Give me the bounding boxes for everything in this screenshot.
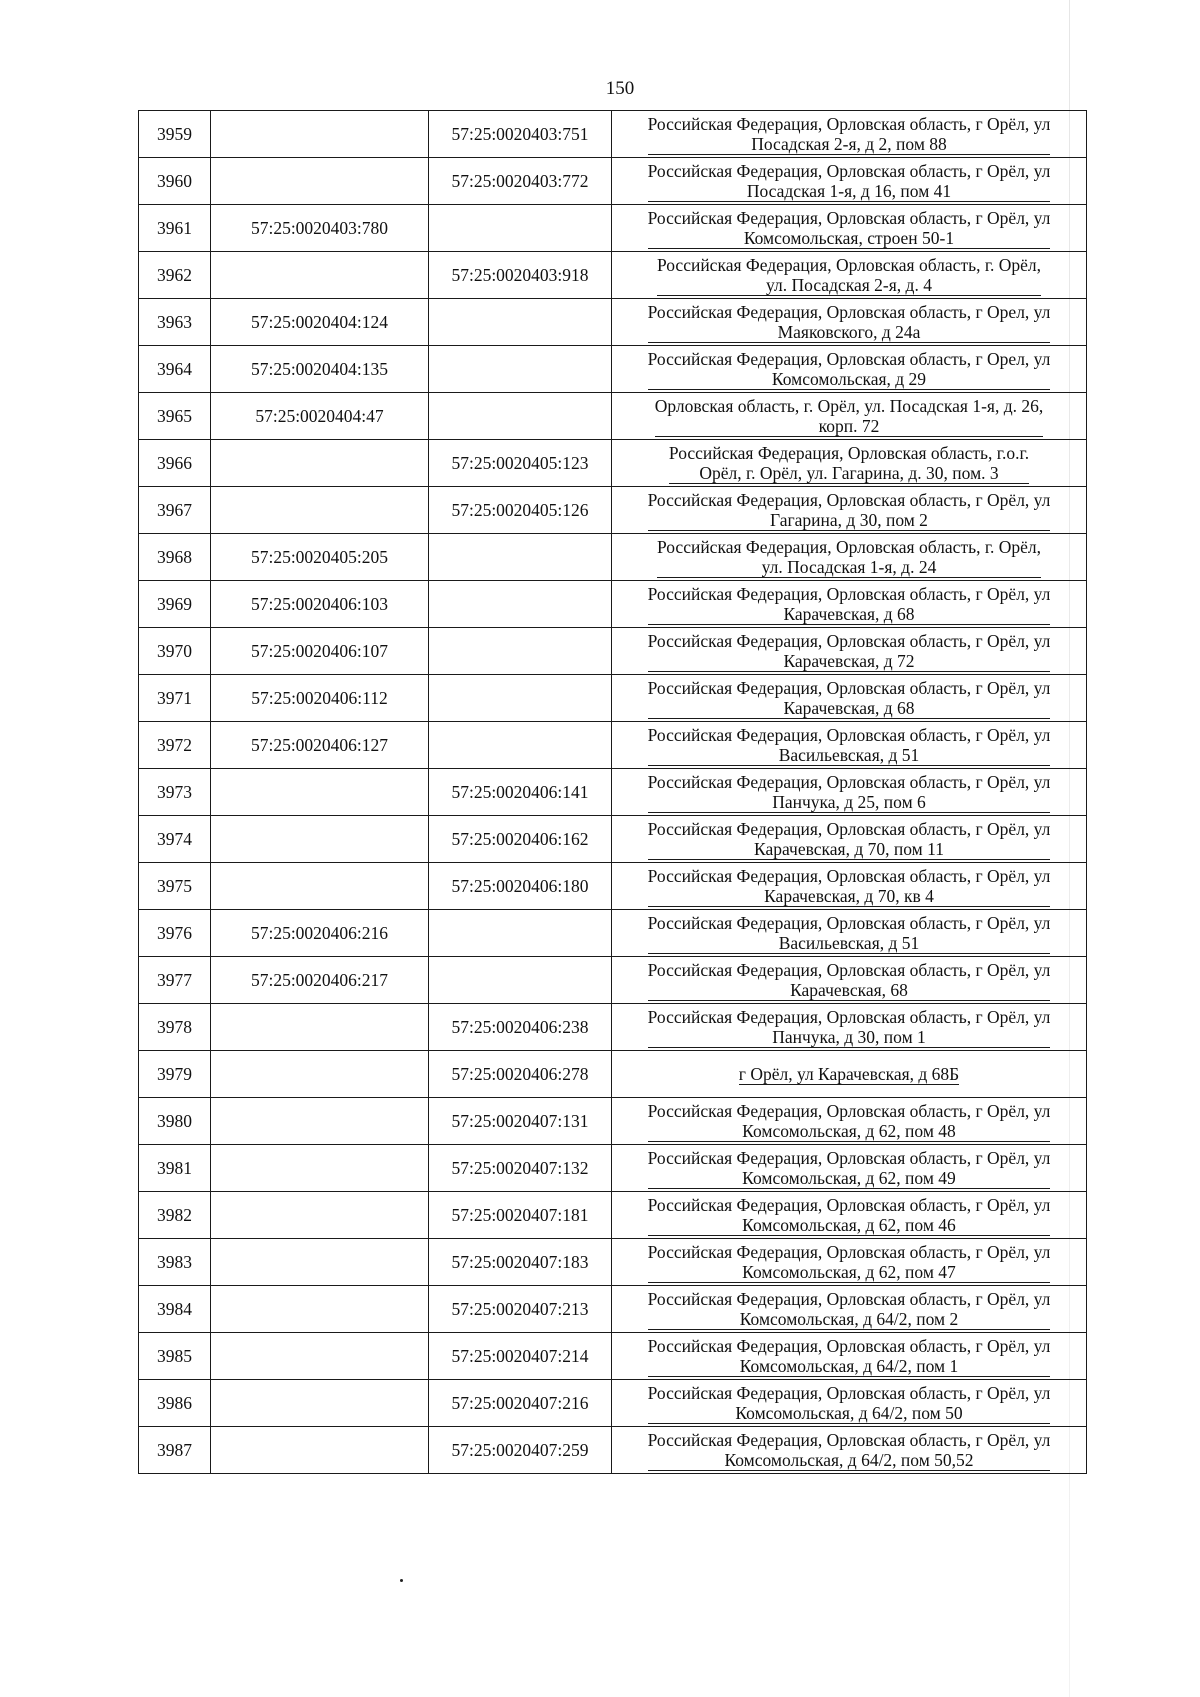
address-cell	[612, 1051, 1087, 1098]
table-row	[139, 1333, 1087, 1380]
related-cadastral-number-cell: 57:25:0020407:181	[429, 1192, 612, 1239]
address-cell	[612, 863, 1087, 910]
table-row	[139, 581, 1087, 628]
address-cell	[612, 722, 1087, 769]
row-number-cell: 3979	[139, 1051, 211, 1098]
related-cadastral-number-cell: 57:25:0020406:180	[429, 863, 612, 910]
related-cadastral-number-cell: 57:25:0020406:162	[429, 816, 612, 863]
related-cadastral-number-cell: 57:25:0020407:183	[429, 1239, 612, 1286]
related-cadastral-number-cell	[429, 581, 612, 628]
table-row	[139, 769, 1087, 816]
address-cell	[612, 487, 1087, 534]
row-number-cell: 3975	[139, 863, 211, 910]
address-text: Российская Федерация, Орловская область, г Орёл, ул Комсомольская, строен 50-1	[647, 207, 1051, 248]
table-row	[139, 158, 1087, 205]
related-cadastral-number-cell	[429, 910, 612, 957]
row-number-cell: 3982	[139, 1192, 211, 1239]
cadastral-number-cell	[211, 1333, 429, 1380]
cadastral-number-cell	[211, 1239, 429, 1286]
address-text: Российская Федерация, Орловская область, г Орёл, ул Комсомольская, д 62, пом 48	[647, 1100, 1051, 1141]
cadastral-number-cell	[211, 1145, 429, 1192]
row-number-cell: 3963	[139, 299, 211, 346]
row-number-cell: 3976	[139, 910, 211, 957]
address-cell	[612, 910, 1087, 957]
address-cell	[612, 440, 1087, 487]
related-cadastral-number-cell: 57:25:0020405:123	[429, 440, 612, 487]
address-text: Российская Федерация, Орловская область, г Орёл, ул Комсомольская, д 64/2, пом 2	[647, 1288, 1051, 1329]
cadastral-number-cell	[211, 1427, 429, 1474]
address-cell	[612, 346, 1087, 393]
table-row	[139, 440, 1087, 487]
table-row	[139, 675, 1087, 722]
related-cadastral-number-cell: 57:25:0020406:238	[429, 1004, 612, 1051]
cadastral-number-cell	[211, 769, 429, 816]
row-number-cell: 3960	[139, 158, 211, 205]
row-number-cell: 3973	[139, 769, 211, 816]
row-number-cell: 3959	[139, 111, 211, 158]
cadastral-number-cell	[211, 1286, 429, 1333]
table-row	[139, 111, 1087, 158]
address-cell	[612, 1239, 1087, 1286]
address-text: Российская Федерация, Орловская область, г Орёл, ул Комсомольская, д 62, пом 47	[647, 1241, 1051, 1282]
related-cadastral-number-cell: 57:25:0020407:131	[429, 1098, 612, 1145]
address-text: Российская Федерация, Орловская область, г Орёл, ул Васильевская, д 51	[647, 912, 1051, 953]
address-text: Российская Федерация, Орловская область, г Орёл, ул Комсомольская, д 64/2, пом 50,52	[647, 1429, 1051, 1470]
address-text: Российская Федерация, Орловская область, г Орёл, ул Карачевская, 68	[647, 959, 1051, 1000]
row-number-cell: 3970	[139, 628, 211, 675]
address-text: Российская Федерация, Орловская область, г Орёл, ул Комсомольская, д 62, пом 46	[647, 1194, 1051, 1235]
related-cadastral-number-cell: 57:25:0020407:216	[429, 1380, 612, 1427]
cadastral-number-cell: 57:25:0020404:135	[211, 346, 429, 393]
row-number-cell: 3977	[139, 957, 211, 1004]
cadastral-number-cell	[211, 487, 429, 534]
table-row	[139, 816, 1087, 863]
cadastral-number-cell: 57:25:0020406:112	[211, 675, 429, 722]
address-text: Российская Федерация, Орловская область, г Орёл, ул Комсомольская, д 62, пом 49	[647, 1147, 1051, 1188]
table-row	[139, 628, 1087, 675]
address-cell	[612, 1380, 1087, 1427]
row-number-cell: 3983	[139, 1239, 211, 1286]
address-text: Российская Федерация, Орловская область, г Орёл, ул Комсомольская, д 64/2, пом 1	[647, 1335, 1051, 1376]
row-number-cell: 3968	[139, 534, 211, 581]
row-number-cell: 3981	[139, 1145, 211, 1192]
cadastral-number-cell: 57:25:0020406:103	[211, 581, 429, 628]
address-cell	[612, 393, 1087, 440]
cadastral-number-cell	[211, 158, 429, 205]
row-number-cell: 3985	[139, 1333, 211, 1380]
row-number-cell: 3964	[139, 346, 211, 393]
address-cell	[612, 1004, 1087, 1051]
related-cadastral-number-cell: 57:25:0020407:214	[429, 1333, 612, 1380]
address-cell	[612, 252, 1087, 299]
address-cell	[612, 534, 1087, 581]
address-text: Российская Федерация, Орловская область, г Орел, ул Маяковского, д 24а	[647, 301, 1051, 342]
row-number-cell: 3965	[139, 393, 211, 440]
row-number-cell: 3984	[139, 1286, 211, 1333]
table-row	[139, 1286, 1087, 1333]
address-cell	[612, 1286, 1087, 1333]
related-cadastral-number-cell	[429, 534, 612, 581]
address-cell	[612, 1192, 1087, 1239]
address-cell	[612, 675, 1087, 722]
cadastral-number-cell: 57:25:0020403:780	[211, 205, 429, 252]
registry-table-body	[139, 111, 1087, 1474]
table-row	[139, 1098, 1087, 1145]
address-text: Российская Федерация, Орловская область, г. Орёл, ул. Посадская 2-я, д. 4	[656, 254, 1042, 295]
address-cell	[612, 1333, 1087, 1380]
table-row	[139, 957, 1087, 1004]
table-row	[139, 1380, 1087, 1427]
address-text: Российская Федерация, Орловская область, г Орёл, ул Комсомольская, д 64/2, пом 50	[647, 1382, 1051, 1423]
address-text: Российская Федерация, Орловская область, г Орёл, ул Карачевская, д 68	[647, 677, 1051, 718]
cadastral-number-cell	[211, 816, 429, 863]
address-text: Российская Федерация, Орловская область, г Орёл, ул Посадская 1-я, д 16, пом 41	[647, 160, 1051, 201]
address-cell	[612, 205, 1087, 252]
related-cadastral-number-cell: 57:25:0020403:772	[429, 158, 612, 205]
cadastral-number-cell	[211, 1051, 429, 1098]
address-cell	[612, 769, 1087, 816]
cadastral-number-cell: 57:25:0020406:107	[211, 628, 429, 675]
address-cell	[612, 299, 1087, 346]
related-cadastral-number-cell: 57:25:0020407:132	[429, 1145, 612, 1192]
row-number-cell: 3966	[139, 440, 211, 487]
table-row	[139, 299, 1087, 346]
cadastral-number-cell	[211, 863, 429, 910]
cadastral-number-cell: 57:25:0020404:124	[211, 299, 429, 346]
table-row	[139, 534, 1087, 581]
cadastral-number-cell	[211, 1098, 429, 1145]
related-cadastral-number-cell: 57:25:0020407:259	[429, 1427, 612, 1474]
related-cadastral-number-cell	[429, 722, 612, 769]
page-number: 150	[605, 78, 635, 99]
address-text: Российская Федерация, Орловская область, г Орёл, ул Карачевская, д 68	[647, 583, 1051, 624]
row-number-cell: 3962	[139, 252, 211, 299]
table-row	[139, 722, 1087, 769]
row-number-cell: 3967	[139, 487, 211, 534]
row-number-cell: 3986	[139, 1380, 211, 1427]
address-cell	[612, 1098, 1087, 1145]
address-text: Российская Федерация, Орловская область, г Орёл, ул Посадская 2-я, д 2, пом 88	[647, 113, 1051, 154]
address-text: Российская Федерация, Орловская область, г Орёл, ул Панчука, д 30, пом 1	[647, 1006, 1051, 1047]
table-row	[139, 346, 1087, 393]
cadastral-number-cell	[211, 111, 429, 158]
address-text: Российская Федерация, Орловская область, г Орёл, ул Карачевская, д 70, пом 11	[647, 818, 1051, 859]
address-cell	[612, 111, 1087, 158]
related-cadastral-number-cell	[429, 957, 612, 1004]
address-text: Российская Федерация, Орловская область, г Орёл, ул Васильевская, д 51	[647, 724, 1051, 765]
address-text: Российская Федерация, Орловская область, г Орел, ул Комсомольская, д 29	[647, 348, 1051, 389]
row-number-cell: 3972	[139, 722, 211, 769]
related-cadastral-number-cell	[429, 205, 612, 252]
related-cadastral-number-cell	[429, 628, 612, 675]
address-text: Российская Федерация, Орловская область, г Орёл, ул Панчука, д 25, пом 6	[647, 771, 1051, 812]
related-cadastral-number-cell: 57:25:0020403:918	[429, 252, 612, 299]
address-text: Российская Федерация, Орловская область, г Орёл, ул Гагарина, д 30, пом 2	[647, 489, 1051, 530]
related-cadastral-number-cell: 57:25:0020406:141	[429, 769, 612, 816]
row-number-cell: 3961	[139, 205, 211, 252]
address-text: г Орёл, ул Карачевская, д 68Б	[738, 1063, 960, 1084]
table-row	[139, 1004, 1087, 1051]
cadastral-number-cell: 57:25:0020406:216	[211, 910, 429, 957]
address-cell	[612, 581, 1087, 628]
table-row	[139, 1192, 1087, 1239]
table-row	[139, 1145, 1087, 1192]
related-cadastral-number-cell: 57:25:0020406:278	[429, 1051, 612, 1098]
address-cell	[612, 628, 1087, 675]
related-cadastral-number-cell	[429, 299, 612, 346]
table-row	[139, 1427, 1087, 1474]
table-row	[139, 205, 1087, 252]
address-text: Российская Федерация, Орловская область, г Орёл, ул Карачевская, д 72	[647, 630, 1051, 671]
registry-table	[138, 110, 1087, 1474]
address-text: Российская Федерация, Орловская область, г.о.г. Орёл, г. Орёл, ул. Гагарина, д. 30, пом. 3	[668, 442, 1030, 483]
address-text: Российская Федерация, Орловская область, г. Орёл, ул. Посадская 1-я, д. 24	[656, 536, 1042, 577]
table-row	[139, 1051, 1087, 1098]
address-cell	[612, 1145, 1087, 1192]
address-cell	[612, 816, 1087, 863]
related-cadastral-number-cell: 57:25:0020403:751	[429, 111, 612, 158]
row-number-cell: 3978	[139, 1004, 211, 1051]
table-row	[139, 910, 1087, 957]
related-cadastral-number-cell	[429, 675, 612, 722]
table-row	[139, 252, 1087, 299]
cadastral-number-cell	[211, 440, 429, 487]
row-number-cell: 3987	[139, 1427, 211, 1474]
cadastral-number-cell: 57:25:0020406:217	[211, 957, 429, 1004]
cadastral-number-cell	[211, 252, 429, 299]
cadastral-number-cell: 57:25:0020404:47	[211, 393, 429, 440]
cadastral-number-cell	[211, 1380, 429, 1427]
address-cell	[612, 158, 1087, 205]
row-number-cell: 3974	[139, 816, 211, 863]
address-text: Орловская область, г. Орёл, ул. Посадская 1-я, д. 26, корп. 72	[654, 395, 1044, 436]
table-row	[139, 393, 1087, 440]
related-cadastral-number-cell: 57:25:0020407:213	[429, 1286, 612, 1333]
related-cadastral-number-cell	[429, 346, 612, 393]
address-cell	[612, 957, 1087, 1004]
row-number-cell: 3971	[139, 675, 211, 722]
related-cadastral-number-cell: 57:25:0020405:126	[429, 487, 612, 534]
table-row	[139, 1239, 1087, 1286]
related-cadastral-number-cell	[429, 393, 612, 440]
scan-dot-mark	[400, 1579, 403, 1582]
cadastral-number-cell: 57:25:0020406:127	[211, 722, 429, 769]
cadastral-number-cell	[211, 1192, 429, 1239]
address-cell	[612, 1427, 1087, 1474]
address-text: Российская Федерация, Орловская область, г Орёл, ул Карачевская, д 70, кв 4	[647, 865, 1051, 906]
cadastral-number-cell: 57:25:0020405:205	[211, 534, 429, 581]
row-number-cell: 3980	[139, 1098, 211, 1145]
cadastral-number-cell	[211, 1004, 429, 1051]
table-row	[139, 487, 1087, 534]
row-number-cell: 3969	[139, 581, 211, 628]
table-row	[139, 863, 1087, 910]
